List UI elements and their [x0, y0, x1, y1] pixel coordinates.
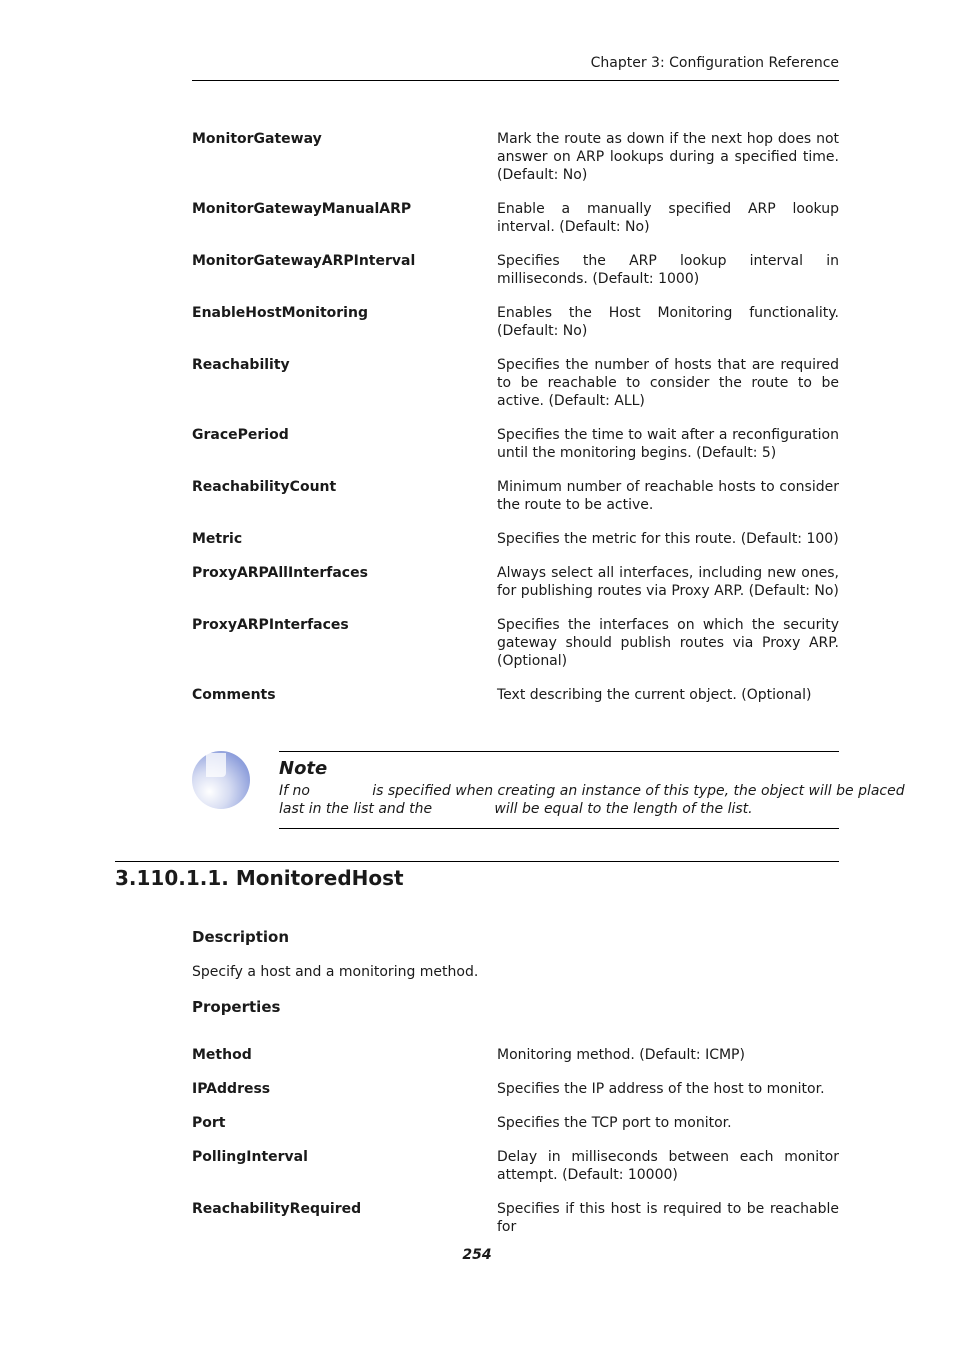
- property-row: [192, 130, 839, 184]
- property-name: Metric: [192, 531, 243, 547]
- note-box: [192, 751, 905, 829]
- property-name: GracePeriod: [192, 427, 289, 443]
- note-content: [279, 751, 905, 829]
- property-row: [192, 530, 839, 548]
- note-text: [279, 782, 905, 818]
- property-name: PollingInterval: [192, 1149, 308, 1165]
- property-row: [192, 252, 839, 288]
- property-row: [192, 1114, 839, 1132]
- property-row: [192, 686, 839, 704]
- property-name: Reachability: [192, 357, 290, 373]
- property-description: Specifies the metric for this route. (Default: 100): [497, 531, 839, 547]
- property-name: Method: [192, 1047, 252, 1063]
- section-divider: [115, 861, 839, 862]
- property-name: ReachabilityRequired: [192, 1201, 362, 1217]
- property-description: Enable a manually specified ARP lookup interval. (Default: No): [497, 201, 839, 235]
- description-text: Specify a host and a monitoring method.: [192, 964, 479, 980]
- property-description: Specifies the number of hosts that are required to be reachable to consider the route to be active. (Default: ALL): [497, 357, 839, 409]
- property-name: MonitorGateway: [192, 131, 322, 147]
- property-description: Specifies the IP address of the host to monitor.: [497, 1081, 825, 1097]
- property-list-bottom: [192, 1046, 839, 1252]
- property-name: EnableHostMonitoring: [192, 305, 368, 321]
- property-name: MonitorGatewayARPInterval: [192, 253, 416, 269]
- property-name: IPAddress: [192, 1081, 271, 1097]
- properties-heading: Properties: [192, 998, 281, 1016]
- property-name: ProxyARPAllInterfaces: [192, 565, 368, 581]
- property-row: [192, 304, 839, 340]
- property-name: ReachabilityCount: [192, 479, 337, 495]
- property-row: [192, 426, 839, 462]
- property-row: [192, 1046, 839, 1064]
- property-description: Monitoring method. (Default: ICMP): [497, 1047, 745, 1063]
- description-heading: Description: [192, 928, 290, 946]
- property-description: Specifies the time to wait after a reconfiguration until the monitoring begins. (Default: 5): [497, 427, 839, 461]
- property-description: Specifies the ARP lookup interval in milliseconds. (Default: 1000): [497, 253, 839, 287]
- note-line-1: If no is specified when creating an instance of this type, the object will be placed: [279, 783, 905, 799]
- property-name: ProxyARPInterfaces: [192, 617, 349, 633]
- chapter-title: Chapter 3: Configuration Reference: [590, 55, 839, 71]
- property-row: [192, 200, 839, 236]
- property-row: [192, 1200, 839, 1236]
- property-name: Comments: [192, 687, 276, 703]
- section-title: 3.110.1.1. MonitoredHost: [115, 866, 404, 890]
- property-row: [192, 1080, 839, 1098]
- note-icon: [192, 751, 250, 809]
- property-description: Minimum number of reachable hosts to consider the route to be active.: [497, 479, 839, 513]
- property-description: Mark the route as down if the next hop does not answer on ARP lookups during a specified time. (Default: No): [497, 131, 839, 183]
- property-description: Text describing the current object. (Optional): [497, 687, 812, 703]
- property-row: [192, 616, 839, 670]
- property-description: Specifies the interfaces on which the security gateway should publish routes via Proxy ARP. (Optional): [497, 617, 839, 669]
- property-description: Always select all interfaces, including new ones, for publishing routes via Proxy ARP. (Default: No): [497, 565, 839, 599]
- note-title: Note: [279, 758, 328, 779]
- property-name: MonitorGatewayManualARP: [192, 201, 412, 217]
- page-number: 254: [462, 1247, 492, 1263]
- property-row: [192, 1148, 839, 1184]
- property-description: Specifies if this host is required to be reachable for: [497, 1201, 839, 1235]
- property-list-top: [192, 130, 839, 720]
- property-description: Specifies the TCP port to monitor.: [497, 1115, 732, 1131]
- property-row: [192, 356, 839, 410]
- property-name: Port: [192, 1115, 226, 1131]
- note-line-2: last in the list and the will be equal to the length of the list.: [279, 801, 753, 817]
- property-row: [192, 564, 839, 600]
- property-row: [192, 478, 839, 514]
- property-description: Delay in milliseconds between each monitor attempt. (Default: 10000): [497, 1149, 839, 1183]
- page-header: [192, 55, 839, 81]
- property-description: Enables the Host Monitoring functionality. (Default: No): [497, 305, 839, 339]
